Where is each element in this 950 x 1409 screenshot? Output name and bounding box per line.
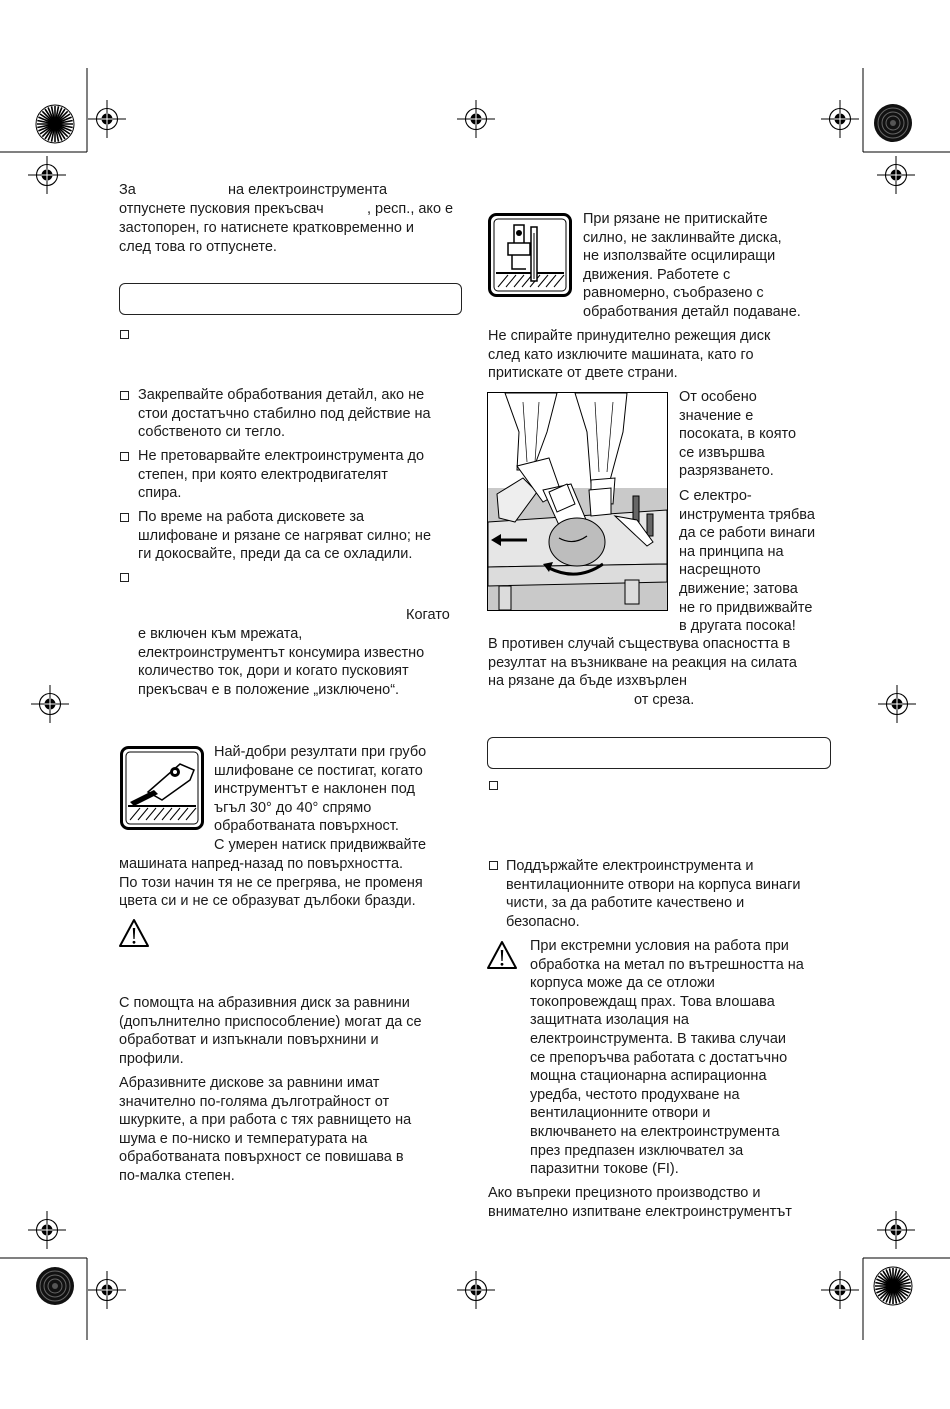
warning-line: вентилационните отвори и <box>530 1105 711 1122</box>
checkbox-bullet-icon <box>120 513 129 522</box>
direction-line: се извършва <box>679 444 765 461</box>
warning-line: включването на електроинструмента <box>530 1123 780 1140</box>
flap-line: шкурките, а при работа с тях равнището на <box>119 1112 412 1129</box>
cutting-line: притискате от двете страни. <box>488 365 678 382</box>
flap-line: по-малка степен. <box>119 1167 235 1184</box>
bullet-line: прекъсвач е в положение „изключено“. <box>138 681 400 698</box>
cutting-line: след като изключите машината, като го <box>488 346 754 363</box>
section-heading-box <box>487 737 831 769</box>
checkbox-bullet-icon <box>120 391 129 400</box>
direction-line: разрязването. <box>679 463 774 480</box>
flap-line: шума е по-ниско и температурата на <box>119 1130 368 1147</box>
flap-disc-text <box>119 994 422 1068</box>
bullet-text <box>506 857 801 931</box>
direction-line: инструмента трябва <box>679 506 815 523</box>
cutting-line: силно, не заклинвайте диска, <box>583 229 782 246</box>
bullet-line: степен, при която електродвигателят <box>138 466 388 483</box>
warning-line: електроинструмента. В такива случаи <box>530 1030 787 1047</box>
warning-line: токопровеждащ прах. Това влошава <box>530 993 775 1010</box>
warning-line: корпуса може да се отложи <box>530 975 715 992</box>
bullet-line: Поддържайте електроинструмента и <box>506 858 754 874</box>
warning-line: през предпазен изключвател за <box>530 1142 744 1159</box>
checkbox-bullet-icon <box>120 573 129 582</box>
bullet-line: собственото си тегло. <box>138 424 286 441</box>
grinding-pictogram-icon <box>120 746 204 830</box>
grinding-line: ъгъл 30° до 40° спрямо <box>214 799 372 816</box>
bullet-text <box>138 447 424 503</box>
checkbox-bullet-icon <box>489 861 498 870</box>
warning-line: защитната изолация на <box>530 1012 689 1029</box>
direction-line: значение е <box>679 407 754 424</box>
bullet-line: По време на работа дисковете за <box>138 509 365 525</box>
kickback-line: В противен случай съществува опасността в <box>488 636 791 652</box>
bullet-line: безопасно. <box>506 913 580 930</box>
warning-line: паразитни токове (FI). <box>530 1161 679 1178</box>
warning-triangle-icon <box>486 940 518 970</box>
flap-line: (допълнително приспособление) могат да се <box>119 1013 422 1030</box>
bullet-line: чисти, за да работите качествено и <box>506 895 745 912</box>
bullet-text <box>138 625 424 699</box>
cutting-line: равномерно, съобразено с <box>583 285 764 302</box>
flap-line: С помощта на абразивния диск за равнини <box>119 995 410 1011</box>
direction-line: да се работи винаги <box>679 525 816 542</box>
cutting-line: движения. Работете с <box>583 266 731 283</box>
direction-line: не го придвижвайте <box>679 599 813 616</box>
bullet-line: електроинструментът консумира известно <box>138 644 425 661</box>
warning-triangle-icon <box>118 918 150 948</box>
bullet-line: шлифоване и рязане се нагряват силно; не <box>138 527 432 544</box>
closing-text <box>488 1184 792 1221</box>
kickback-line: от среза. <box>634 692 695 708</box>
warning-line: уредба, честото продухване на <box>530 1086 740 1103</box>
bullet-line: ги докосвайте, преди да са се охладили. <box>138 546 413 563</box>
switch-text-line: отпуснете пусковия прекъсвач <box>119 201 324 217</box>
direction-line: насрещното <box>679 562 761 579</box>
flap-line: обработват и изпъкнали повърхнини и <box>119 1032 379 1049</box>
direction-line: посоката, в която <box>679 426 797 443</box>
bullet-line: е включен към мрежата, <box>138 626 303 642</box>
bullet-line: Не претоварвайте електроинструмента до <box>138 448 425 464</box>
grinding-line: Най-добри резултати при грубо <box>214 744 427 760</box>
direction-line: движение; затова <box>679 580 798 597</box>
checkbox-bullet-icon <box>120 452 129 461</box>
grinding-line: машината напред-назад по повърхността. <box>119 856 404 872</box>
section-heading-box <box>119 283 462 315</box>
checkbox-bullet-icon <box>120 330 129 339</box>
cutting-line: Не спирайте принудително режещия диск <box>488 328 771 344</box>
bullet-line: количество ток, дори и когато пусковият <box>138 663 409 680</box>
cutting-pictogram-icon <box>488 213 572 297</box>
bullet-line: спира. <box>138 485 182 502</box>
direction-line: на принципа на <box>679 543 784 560</box>
bullet-line: вентилационните отвори на корпуса винаги <box>506 876 801 893</box>
grinding-line: цвета си и не се образуват дълбоки бразди. <box>119 893 416 910</box>
flap-line: профили. <box>119 1050 184 1067</box>
flap-line: Абразивните дискове за равнини имат <box>119 1075 380 1091</box>
direction-line: в другата посока! <box>679 618 796 635</box>
flap-disc-text <box>119 1074 411 1186</box>
grinding-line: обработваната повърхност. <box>214 818 399 835</box>
bullet-text <box>138 386 431 442</box>
flap-line: обработваната повърхност се повишава в <box>119 1149 404 1166</box>
bullet-line: стои достатъчно стабилно под действие на <box>138 405 431 422</box>
grinding-line: инструментът е наклонен под <box>214 781 415 798</box>
flap-line: значително по-голяма дълготрайност от <box>119 1093 390 1110</box>
bullet-line: Когато <box>406 607 450 623</box>
warning-line: обработка на метал по вътрешността на <box>530 956 804 973</box>
switch-text-line: За <box>119 182 136 198</box>
switch-text-line: след това го отпуснете. <box>119 239 277 255</box>
switch-text-line: застопорен, го натиснете кратковременно и <box>119 220 415 236</box>
grinding-text <box>214 743 426 855</box>
direction-line: С електро- <box>679 488 752 504</box>
kickback-text <box>488 635 797 691</box>
switch-text-line: , респ., ако е <box>367 201 454 217</box>
grinding-line: шлифоване се постигат, когато <box>214 762 423 779</box>
closing-line: Ако въпреки прецизното производство и <box>488 1185 761 1201</box>
direction-text <box>679 388 796 481</box>
grinding-text <box>119 855 423 911</box>
closing-line: внимателно изпитване електроинструментът <box>488 1203 792 1220</box>
cutting-line: не използвайте осцилиращи <box>583 248 776 265</box>
warning-line: мощна стационарна аспирационна <box>530 1068 767 1085</box>
warning-line: При екстремни условия на работа при <box>530 938 789 954</box>
checkbox-bullet-icon <box>489 781 498 790</box>
cutting-text <box>488 327 770 383</box>
warning-line: се препоръчва работата с достатъчно <box>530 1049 788 1066</box>
kickback-line: на рязане да бъде изхвърлен <box>488 673 688 690</box>
direction-text <box>679 487 815 636</box>
grinding-line: По този начин тя не се прегрява, не променя <box>119 874 423 891</box>
cutting-text <box>583 210 801 322</box>
cutting-direction-illustration <box>487 392 668 611</box>
metal-warning-text <box>530 937 804 1179</box>
direction-line: От особено <box>679 389 757 405</box>
bullet-text <box>138 508 431 564</box>
switch-text-line: на електроинструмента <box>228 182 388 198</box>
grinding-line: С умерен натиск придвижвайте <box>214 836 427 853</box>
kickback-line: резултат на възникване на реакция на силата <box>488 654 797 671</box>
cutting-line: обработвания детайл подаване. <box>583 303 801 320</box>
cutting-line: При рязане не притискайте <box>583 211 768 227</box>
bullet-line: Закрепвайте обработвания детайл, ако не <box>138 387 425 403</box>
